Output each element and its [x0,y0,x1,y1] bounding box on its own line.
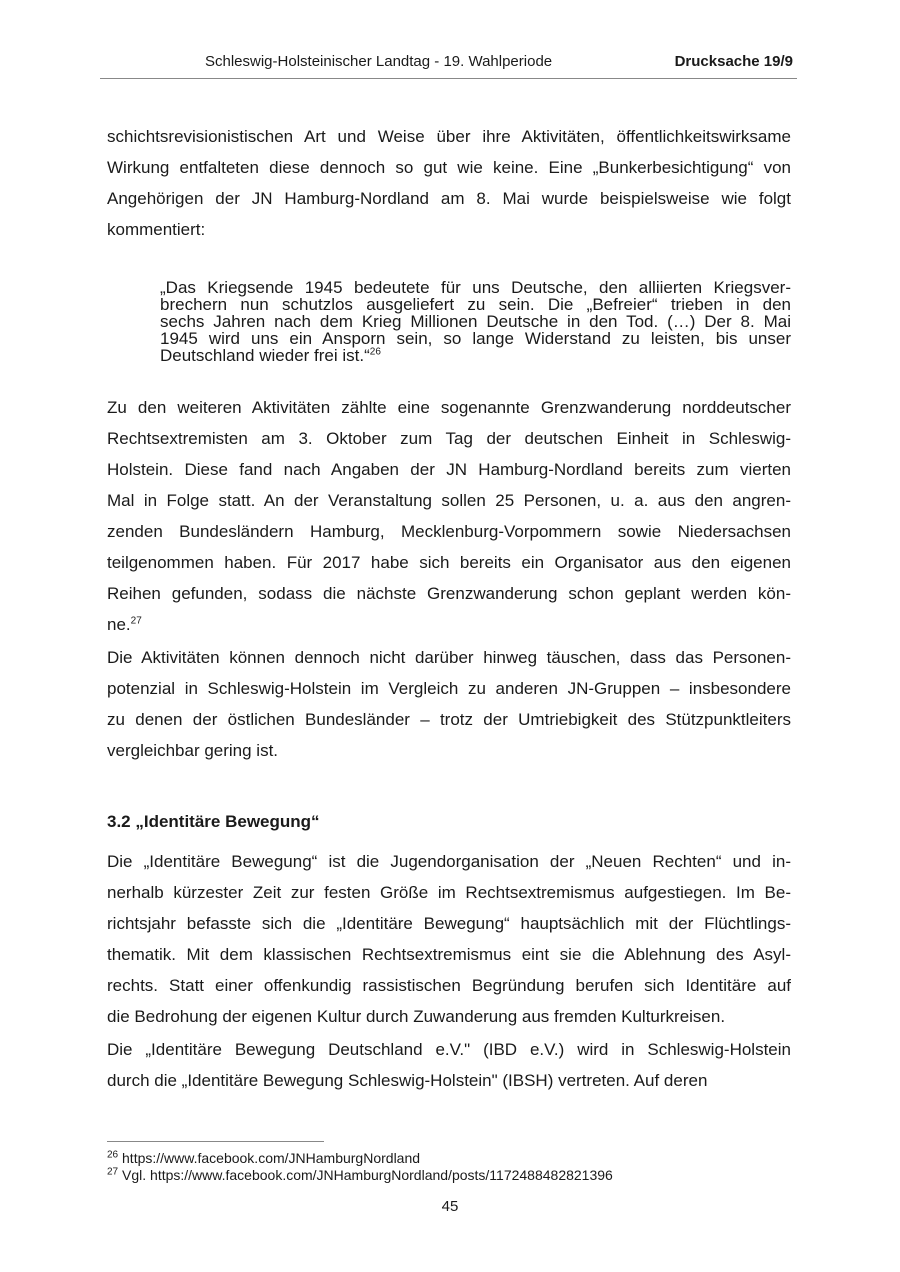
text-line: teilgenommen haben. Für 2017 habe sich bereits ein Organisator aus den eigenen [107,553,791,572]
footnote-ref-27[interactable]: 27 [130,615,142,627]
footnotes [107,1150,613,1184]
text-line: Reihen gefunden, sodass die nächste Grenzwanderung schon geplant werden kön- [107,584,791,603]
text-line: Zu den weiteren Aktivitäten zählte eine sogenannte Grenzwanderung norddeutscher [107,398,791,417]
text-line: Mal in Folge statt. An der Veranstaltung sollen 25 Personen, u. a. aus den angren- [107,491,791,510]
paragraph-1 [107,121,791,245]
footnote-link[interactable]: https://www.facebook.com/JNHamburgNordland [122,1150,421,1166]
footnote-ref-26[interactable]: 26 [369,346,381,358]
quote-line: brechern nun schutzlos ausgeliefert zu sein. Die „Befreier“ trieben in den [160,295,791,314]
text-line: Die „Identitäre Bewegung“ ist die Jugendorganisation der „Neuen Rechten“ und in- [107,852,791,871]
text-line: zu denen der östlichen Bundesländer – trotz der Umtriebigkeit des Stützpunktleiters [107,710,791,729]
text-line: Die „Identitäre Bewegung Deutschland e.V." (IBD e.V.) wird in Schleswig-Holstein [107,1040,791,1059]
text-line-last [107,609,791,640]
text-line: Die Aktivitäten können dennoch nicht darüber hinweg täuschen, dass das Personen- [107,648,791,667]
footnote-27 [107,1167,613,1184]
text-line: Holstein. Diese fand nach Angaben der JN Hamburg-Nordland bereits zum vierten [107,460,791,479]
text-line: Rechtsextremisten am 3. Oktober zum Tag der deutschen Einheit in Schleswig- [107,429,791,448]
quote-line: 1945 wird uns ein Ansporn sein, so lange Widerstand zu leisten, bis unser [160,329,791,348]
paragraph-2 [107,392,791,640]
footnote-link[interactable]: Vgl. https://www.facebook.com/JNHamburgNordland/posts/1172488482821396 [122,1167,613,1183]
footnote-26 [107,1150,613,1167]
text-line: Angehörigen der JN Hamburg-Nordland am 8. Mai wurde beispielsweise wie folgt [107,189,791,208]
text-line: schichtsrevisionistischen Art und Weise über ihre Aktivitäten, öffentlichkeitswirksame [107,127,791,146]
paragraph-5 [107,1034,791,1096]
footnote-number: 27 [107,1166,119,1178]
header-title: Schleswig-Holsteinischer Landtag - 19. Wahlperiode [205,53,553,70]
text-line: Wirkung entfalteten diese dennoch so gut wie keine. Eine „Bunkerbesichtigung“ von [107,158,791,177]
paragraph-3 [107,642,791,766]
text-line: nerhalb kürzester Zeit zur festen Größe im Rechtsextremismus aufgestiegen. Im Be- [107,883,791,902]
text-line: potenzial in Schleswig-Holstein im Vergleich zu anderen JN-Gruppen – insbesondere [107,679,791,698]
text-line: thematik. Mit dem klassischen Rechtsextremismus eint sie die Ablehnung des Asyl- [107,945,791,964]
footnote-number: 26 [107,1149,119,1161]
document-number: Drucksache 19/9 [674,53,793,70]
page-header [100,50,797,79]
text-line: rechts. Statt einer offenkundig rassistischen Begründung berufen sich Identitäre auf [107,976,791,995]
text-line: zenden Bundesländern Hamburg, Mecklenburg-Vorpommern sowie Niedersachsen [107,522,791,541]
text-line: vergleichbar gering ist. [107,741,279,760]
quote-line-last [160,347,791,364]
page-number: 45 [441,1198,459,1215]
block-quote [160,279,791,364]
quote-text: Deutschland wieder frei ist.“ [160,346,370,365]
text-line: durch die „Identitäre Bewegung Schleswig-Holstein" (IBSH) vertreten. Auf deren [107,1071,708,1090]
text-line: die Bedrohung der eigenen Kultur durch Zuwanderung aus fremden Kulturkreisen. [107,1007,726,1026]
text-line: ne. [107,615,131,634]
text-line: richtsjahr befasste sich die „Identitäre Bewegung“ hauptsächlich mit der Flüchtlings- [107,914,791,933]
quote-line: sechs Jahren nach dem Krieg Millionen Deutsche in den Tod. (…) Der 8. Mai [160,312,791,331]
paragraph-4 [107,846,791,1032]
section-heading: 3.2 „Identitäre Bewegung“ [107,812,320,831]
quote-line: „Das Kriegsende 1945 bedeutete für uns Deutsche, den alliierten Kriegsver- [160,278,791,297]
footnote-divider [107,1141,324,1142]
text-line: kommentiert: [107,220,206,239]
